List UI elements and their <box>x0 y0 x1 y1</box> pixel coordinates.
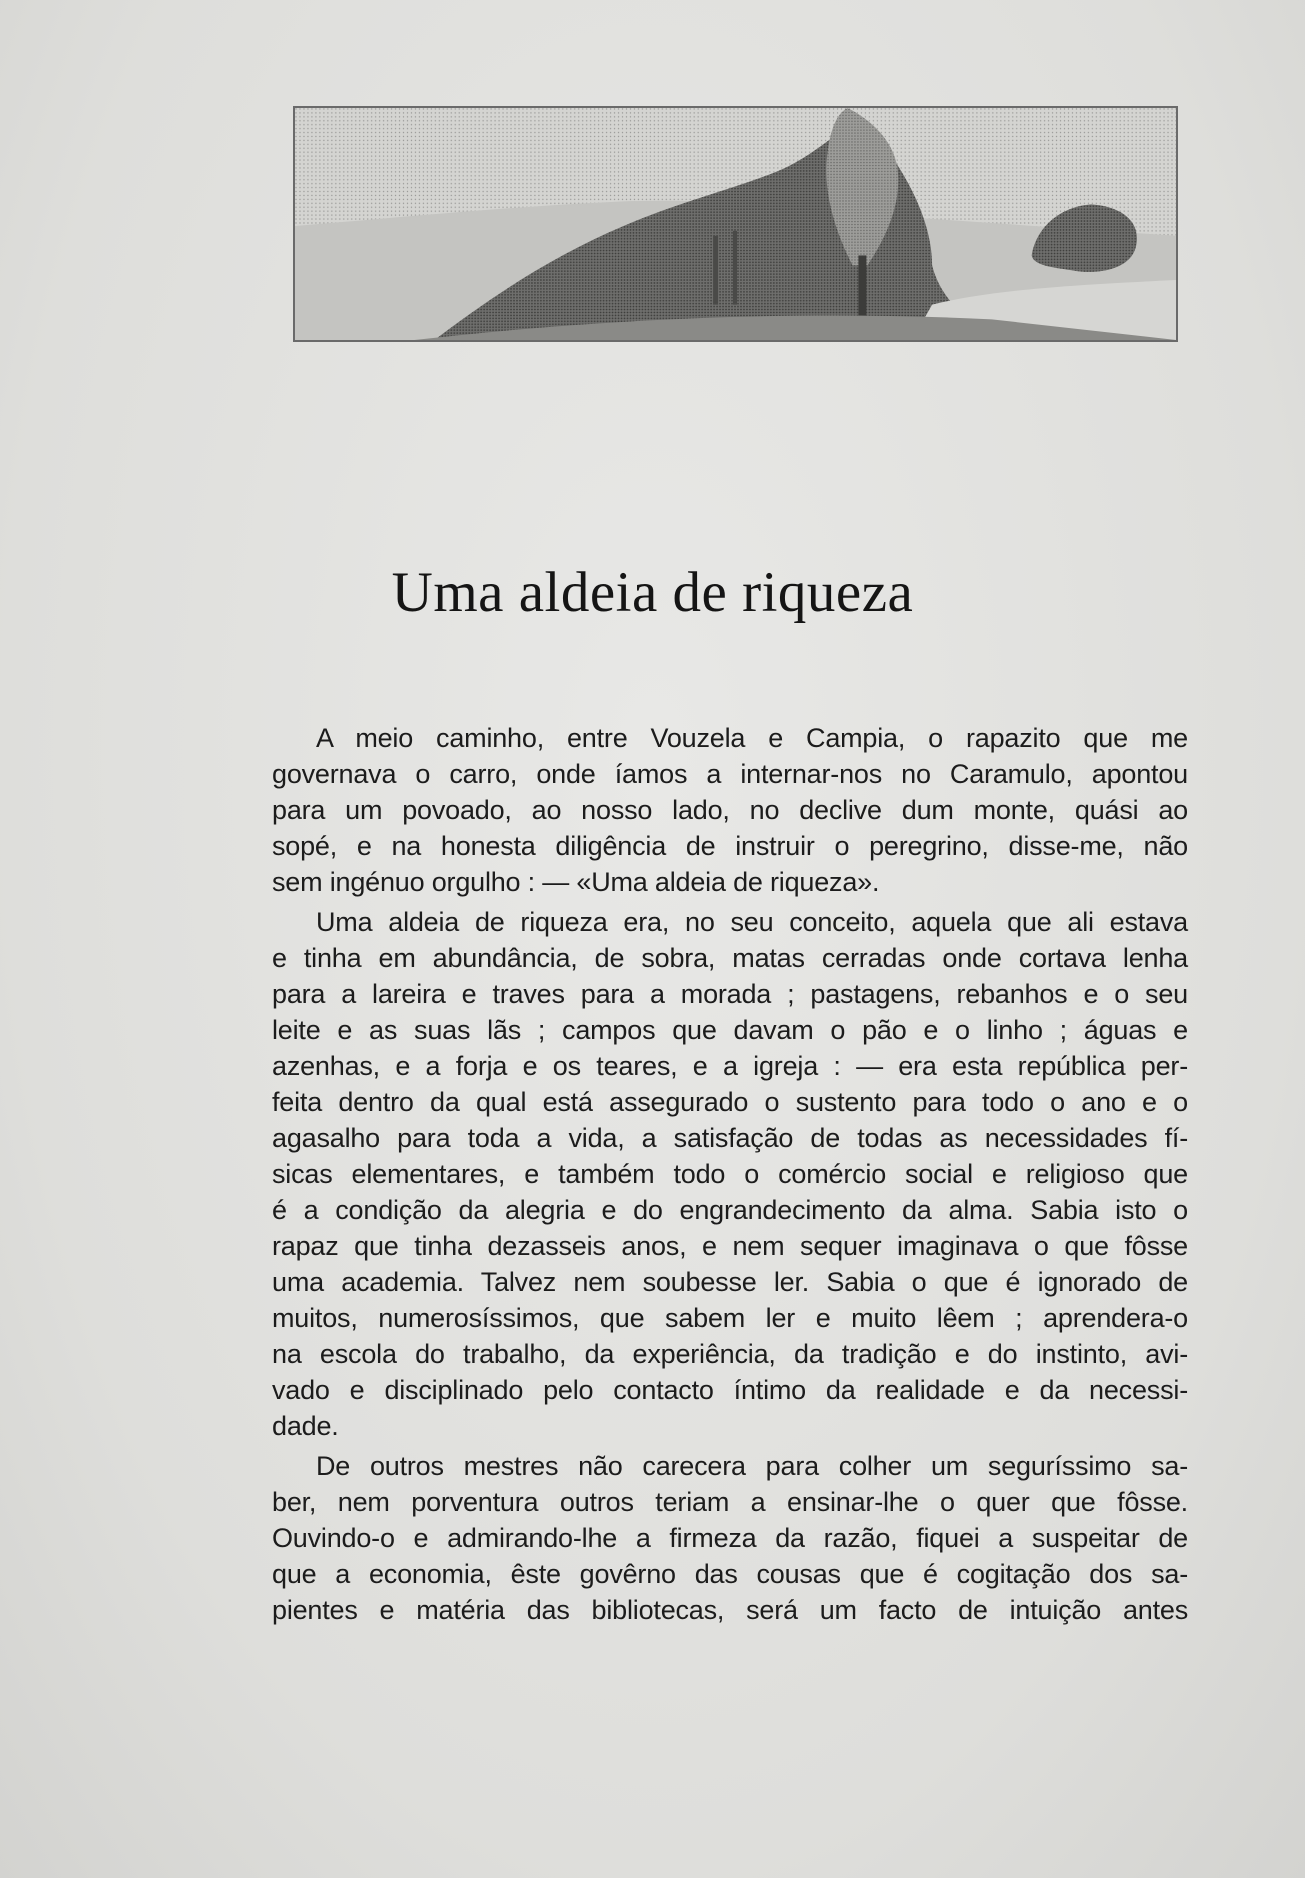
text-line: De outros mestres não carecera para colher um seguríssimo sa- <box>316 1451 1188 1481</box>
text-line: agasalho para toda a vida, a satisfação de todas as necessidades fí- <box>272 1123 1188 1153</box>
text-line: para um povoado, ao nosso lado, no declive dum monte, quási ao <box>272 795 1188 825</box>
landscape-illustration <box>293 106 1178 342</box>
text-line: dade. <box>272 1411 339 1441</box>
text-line: leite e as suas lãs ; campos que davam o pão e o linho ; águas e <box>272 1015 1188 1045</box>
text-line: na escola do trabalho, da experiência, da tradição e do instinto, avi- <box>272 1339 1188 1369</box>
paragraph <box>272 904 1188 1444</box>
text-line: sicas elementares, e também todo o comércio social e religioso que <box>272 1159 1188 1189</box>
text-line: sopé, e na honesta diligência de instruir o peregrino, disse-me, não <box>272 831 1188 861</box>
body-text <box>272 720 1188 1628</box>
text-line: governava o carro, onde íamos a internar-nos no Caramulo, apontou <box>272 759 1188 789</box>
text-line: e tinha em abundância, de sobra, matas cerradas onde cortava lenha <box>272 943 1188 973</box>
text-line: para a lareira e traves para a morada ; pastagens, rebanhos e o seu <box>272 979 1188 1009</box>
landscape-engraving-icon <box>295 108 1176 340</box>
text-line: sem ingénuo orgulho : — «Uma aldeia de riqueza». <box>272 867 880 897</box>
text-line: feita dentro da qual está assegurado o sustento para todo o ano e o <box>272 1087 1188 1117</box>
chapter-title: Uma aldeia de riqueza <box>391 561 914 624</box>
text-line: que a economia, êste govêrno das cousas que é cogitação dos sa- <box>272 1559 1188 1589</box>
paragraph <box>272 720 1188 900</box>
paragraph <box>272 1448 1188 1628</box>
text-line: Ouvindo-o e admirando-lhe a firmeza da razão, fiquei a suspeitar de <box>272 1523 1188 1553</box>
text-line: é a condição da alegria e do engrandecimento da alma. Sabia isto o <box>272 1195 1188 1225</box>
text-line: rapaz que tinha dezasseis anos, e nem sequer imaginava o que fôsse <box>272 1231 1188 1261</box>
text-line: muitos, numerosíssimos, que sabem ler e muito lêem ; aprendera-o <box>272 1303 1188 1333</box>
text-line: uma academia. Talvez nem soubesse ler. Sabia o que é ignorado de <box>272 1267 1188 1297</box>
text-line: pientes e matéria das bibliotecas, será um facto de intuição antes <box>272 1595 1188 1625</box>
text-line: Uma aldeia de riqueza era, no seu conceito, aquela que ali estava <box>316 907 1188 937</box>
text-line: azenhas, e a forja e os teares, e a igreja : — era esta república per- <box>272 1051 1188 1081</box>
text-line: vado e disciplinado pelo contacto íntimo da realidade e da necessi- <box>272 1375 1188 1405</box>
text-line: A meio caminho, entre Vouzela e Campia, o rapazito que me <box>316 723 1188 753</box>
text-line: ber, nem porventura outros teriam a ensinar-lhe o quer que fôsse. <box>272 1487 1188 1517</box>
